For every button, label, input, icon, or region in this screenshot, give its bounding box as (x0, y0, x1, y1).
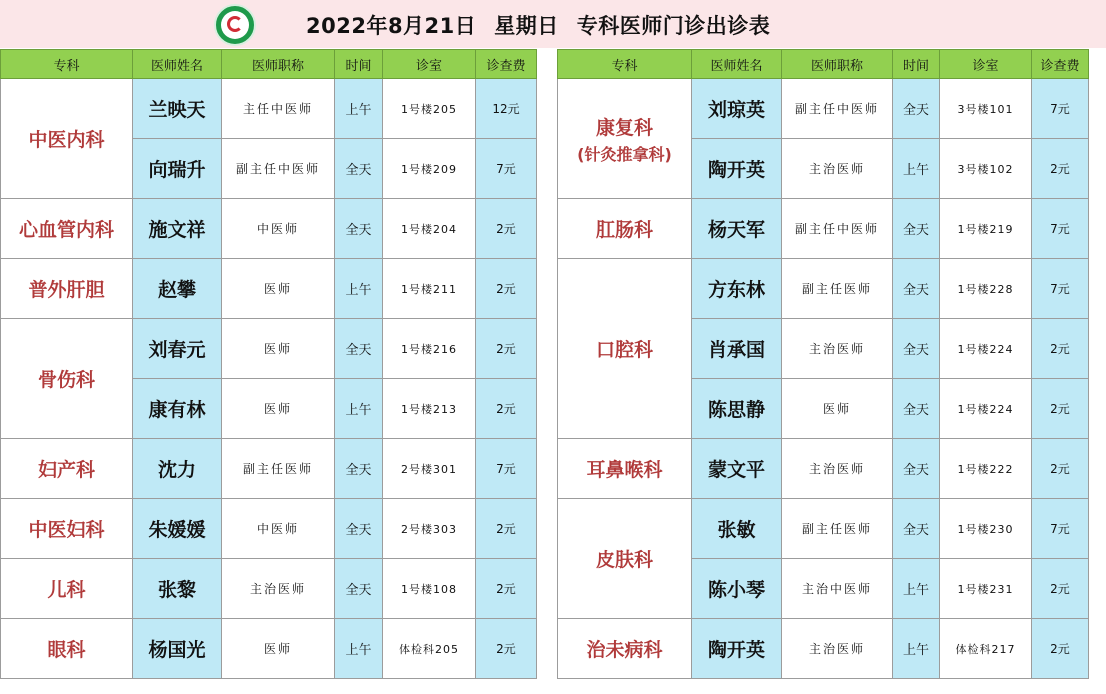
col-header-dept: 专科 (1, 50, 133, 79)
dept-cell (558, 79, 692, 199)
clinic-time: 上午 (335, 79, 383, 139)
dept-cell: 普外肝胆 (1, 259, 133, 319)
dept-cell: 皮肤科 (558, 499, 692, 619)
consult-fee: 7元 (1032, 499, 1089, 559)
table-row (1, 259, 537, 319)
consult-fee: 2元 (1032, 439, 1089, 499)
table-row (1, 619, 537, 679)
table-header-row (1, 50, 537, 79)
doctor-rank: 中医师 (222, 199, 335, 259)
clinic-time: 上午 (335, 619, 383, 679)
consult-fee: 7元 (476, 439, 537, 499)
col-header-room: 诊室 (940, 50, 1032, 79)
col-header-fee: 诊查费 (1032, 50, 1089, 79)
col-header-time: 时间 (335, 50, 383, 79)
dept-cell: 中医妇科 (1, 499, 133, 559)
clinic-time: 全天 (335, 439, 383, 499)
table-row (1, 559, 537, 619)
clinic-room: 1号楼230 (940, 499, 1032, 559)
doctor-name: 刘春元 (133, 319, 222, 379)
dept-cell: 心血管内科 (1, 199, 133, 259)
doctor-name: 陈小琴 (692, 559, 782, 619)
table-row (558, 619, 1089, 679)
doctor-name: 刘琼英 (692, 79, 782, 139)
table-row (1, 199, 537, 259)
col-header-name: 医师姓名 (692, 50, 782, 79)
consult-fee: 7元 (1032, 259, 1089, 319)
doctor-name: 陈思静 (692, 379, 782, 439)
left-schedule-table (0, 49, 537, 679)
clinic-time: 全天 (893, 439, 940, 499)
col-header-fee: 诊查费 (476, 50, 537, 79)
doctor-name: 杨国光 (133, 619, 222, 679)
doctor-name: 陶开英 (692, 139, 782, 199)
schedule-weekday: 星期日 (494, 14, 559, 38)
consult-fee: 2元 (1032, 139, 1089, 199)
title-bar (0, 0, 1106, 48)
clinic-time: 全天 (335, 139, 383, 199)
clinic-room: 1号楼204 (383, 199, 476, 259)
clinic-room: 3号楼102 (940, 139, 1032, 199)
clinic-room: 3号楼101 (940, 79, 1032, 139)
clinic-room: 1号楼216 (383, 319, 476, 379)
doctor-name: 向瑞升 (133, 139, 222, 199)
doctor-rank: 主治中医师 (782, 559, 893, 619)
doctor-rank: 主治医师 (222, 559, 335, 619)
col-header-rank: 医师职称 (782, 50, 893, 79)
clinic-room: 2号楼301 (383, 439, 476, 499)
dept-cell: 中医内科 (1, 79, 133, 199)
consult-fee: 2元 (1032, 319, 1089, 379)
dept-subname: (针灸推拿科) (577, 144, 672, 164)
table-row (558, 499, 1089, 559)
clinic-time: 全天 (893, 199, 940, 259)
clinic-time: 全天 (335, 199, 383, 259)
doctor-rank: 主治医师 (782, 139, 893, 199)
clinic-time: 上午 (335, 259, 383, 319)
doctor-rank: 副主任医师 (782, 259, 893, 319)
schedule-title: 专科医师门诊出诊表 (576, 14, 771, 38)
hospital-logo-icon (214, 4, 256, 46)
table-row (1, 499, 537, 559)
col-header-dept: 专科 (558, 50, 692, 79)
clinic-time: 全天 (893, 79, 940, 139)
table-row (1, 79, 537, 139)
doctor-rank: 副主任中医师 (782, 199, 893, 259)
clinic-room: 1号楼224 (940, 379, 1032, 439)
doctor-name: 康有林 (133, 379, 222, 439)
consult-fee: 2元 (476, 619, 537, 679)
clinic-time: 全天 (335, 559, 383, 619)
doctor-name: 杨天军 (692, 199, 782, 259)
doctor-name: 蒙文平 (692, 439, 782, 499)
right-schedule-table (557, 49, 1089, 679)
doctor-name: 张敏 (692, 499, 782, 559)
consult-fee: 2元 (476, 319, 537, 379)
doctor-rank: 主治医师 (782, 319, 893, 379)
clinic-room: 1号楼228 (940, 259, 1032, 319)
clinic-room: 体检科217 (940, 619, 1032, 679)
doctor-rank: 医师 (222, 619, 335, 679)
clinic-room: 2号楼303 (383, 499, 476, 559)
doctor-rank: 医师 (782, 379, 893, 439)
consult-fee: 2元 (476, 379, 537, 439)
col-header-time: 时间 (893, 50, 940, 79)
consult-fee: 2元 (1032, 559, 1089, 619)
table-row (558, 439, 1089, 499)
consult-fee: 7元 (1032, 79, 1089, 139)
table-row (558, 79, 1089, 139)
clinic-time: 上午 (335, 379, 383, 439)
col-header-room: 诊室 (383, 50, 476, 79)
doctor-name: 陶开英 (692, 619, 782, 679)
doctor-name: 肖承国 (692, 319, 782, 379)
doctor-name: 朱媛媛 (133, 499, 222, 559)
consult-fee: 2元 (476, 199, 537, 259)
dept-cell: 口腔科 (558, 259, 692, 439)
consult-fee: 7元 (476, 139, 537, 199)
table-row (558, 199, 1089, 259)
clinic-room: 1号楼231 (940, 559, 1032, 619)
clinic-room: 1号楼108 (383, 559, 476, 619)
doctor-rank: 副主任医师 (222, 439, 335, 499)
doctor-name: 张黎 (133, 559, 222, 619)
clinic-room: 1号楼209 (383, 139, 476, 199)
consult-fee: 2元 (1032, 619, 1089, 679)
clinic-time: 上午 (893, 619, 940, 679)
dept-cell: 治未病科 (558, 619, 692, 679)
clinic-room: 1号楼222 (940, 439, 1032, 499)
doctor-name: 兰映天 (133, 79, 222, 139)
clinic-time: 全天 (893, 499, 940, 559)
dept-name: 康复科 (595, 116, 653, 139)
dept-cell: 儿科 (1, 559, 133, 619)
dept-cell: 妇产科 (1, 439, 133, 499)
clinic-time: 全天 (335, 319, 383, 379)
doctor-rank: 主治医师 (782, 439, 893, 499)
consult-fee: 2元 (1032, 379, 1089, 439)
consult-fee: 12元 (476, 79, 537, 139)
clinic-time: 全天 (893, 259, 940, 319)
clinic-room: 1号楼205 (383, 79, 476, 139)
dept-cell: 骨伤科 (1, 319, 133, 439)
doctor-rank: 主任中医师 (222, 79, 335, 139)
doctor-name: 沈力 (133, 439, 222, 499)
dept-cell: 眼科 (1, 619, 133, 679)
table-row (1, 439, 537, 499)
doctor-name: 施文祥 (133, 199, 222, 259)
doctor-rank: 副主任医师 (782, 499, 893, 559)
consult-fee: 2元 (476, 559, 537, 619)
table-row (1, 319, 537, 379)
doctor-rank: 医师 (222, 259, 335, 319)
clinic-room: 1号楼219 (940, 199, 1032, 259)
clinic-room: 1号楼213 (383, 379, 476, 439)
clinic-room: 1号楼224 (940, 319, 1032, 379)
consult-fee: 2元 (476, 499, 537, 559)
doctor-rank: 医师 (222, 379, 335, 439)
doctor-name: 方东林 (692, 259, 782, 319)
table-header-row (558, 50, 1089, 79)
doctor-rank: 副主任中医师 (782, 79, 893, 139)
doctor-rank: 医师 (222, 319, 335, 379)
clinic-time: 上午 (893, 139, 940, 199)
col-header-name: 医师姓名 (133, 50, 222, 79)
doctor-name: 赵攀 (133, 259, 222, 319)
clinic-room: 1号楼211 (383, 259, 476, 319)
page-title (306, 10, 770, 40)
col-header-rank: 医师职称 (222, 50, 335, 79)
dept-cell: 耳鼻喉科 (558, 439, 692, 499)
dept-cell: 肛肠科 (558, 199, 692, 259)
clinic-time: 全天 (335, 499, 383, 559)
clinic-time: 上午 (893, 559, 940, 619)
doctor-rank: 中医师 (222, 499, 335, 559)
clinic-room: 体检科205 (383, 619, 476, 679)
table-row (558, 259, 1089, 319)
clinic-time: 全天 (893, 379, 940, 439)
clinic-time: 全天 (893, 319, 940, 379)
consult-fee: 2元 (476, 259, 537, 319)
schedule-date: 2022年8月21日 (306, 14, 477, 38)
consult-fee: 7元 (1032, 199, 1089, 259)
doctor-rank: 副主任中医师 (222, 139, 335, 199)
doctor-rank: 主治医师 (782, 619, 893, 679)
